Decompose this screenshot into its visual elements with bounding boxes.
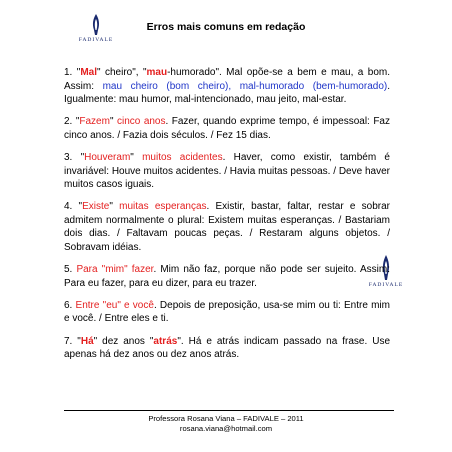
item-text: 5. xyxy=(64,264,77,276)
errors-list xyxy=(64,66,390,370)
list-item xyxy=(64,263,390,290)
item-text: " xyxy=(109,116,117,128)
item-text: 4. " xyxy=(64,201,83,213)
item-text: " cheiro", " xyxy=(97,67,147,78)
highlighted-text: Houveram xyxy=(84,151,131,163)
item-text: 3. " xyxy=(64,151,85,163)
highlighted-text: Há xyxy=(80,335,94,347)
footer-email: rosana.viana@hotmail.com xyxy=(179,423,273,433)
highlighted-text: atrás xyxy=(153,335,178,347)
highlighted-text: Para "mim" fazer xyxy=(76,264,154,276)
item-text: . Existir, bastar, faltar, restar e sobrar admitem normalmente o plural: Existem muitas esperanças. / Bastariam dois dias. / Faltavam poucas peças. / Restaram alguns objetos. / Sobravam idéias. xyxy=(64,201,391,254)
highlighted-text: cinco anos xyxy=(116,116,166,128)
item-text: 1. xyxy=(64,67,77,78)
highlighted-text: muitos acidentes xyxy=(142,151,223,163)
item-text: 7. " xyxy=(64,335,81,347)
item-text: . Mim não faz, porque não pode ser sujeito. Assim: Para eu fazer, para eu dizer, para eu trazer. xyxy=(64,264,391,289)
highlighted-text: Mal xyxy=(80,67,97,78)
item-text: . Depois de preposição, usa-se mim ou ti: Entre mim e você. / Entre eles e ti. xyxy=(64,299,390,325)
highlighted-text: muitas esperanças xyxy=(119,201,207,213)
highlighted-text: Existe xyxy=(82,201,110,213)
list-item xyxy=(64,335,390,362)
list-item xyxy=(64,66,390,107)
item-text: ". Há e atrás indicam passado na frase. Use apenas há dez anos ou dez anos atrás. xyxy=(64,335,390,361)
page-title: Erros mais comuns em redação xyxy=(146,21,306,33)
list-item xyxy=(64,200,390,254)
item-text: . Igualmente: mau humor, mal-intencionado, mau jeito, mal-estar. xyxy=(64,80,390,106)
logo-text: FADIVALE xyxy=(78,37,114,43)
item-text: 2. " xyxy=(64,116,80,128)
footer xyxy=(0,414,452,433)
item-text: . Haver, como existir, também é invariável: Houve muitos acidentes. / Havia muitas pessoas. / Deve haver muitos casos iguais. xyxy=(64,151,390,191)
footer-divider xyxy=(64,410,394,411)
footer-credit: Professora Rosana Viana – FADIVALE – 2011 xyxy=(148,414,304,423)
highlighted-text: Fazem xyxy=(79,116,110,128)
item-text: " dez anos " xyxy=(93,335,154,347)
highlighted-text: mau xyxy=(146,67,168,78)
item-text: " xyxy=(109,201,120,213)
highlighted-text: Entre "eu" e você xyxy=(75,299,154,311)
list-item xyxy=(64,115,390,142)
item-text: " xyxy=(130,151,143,163)
list-item xyxy=(64,299,390,326)
item-text: " xyxy=(76,67,81,78)
logo-text: FADIVALE xyxy=(368,282,404,288)
item-text: -humorado". Mal opõe-se a bem e mau, a bom. Assim: xyxy=(64,67,390,92)
item-text: 6. xyxy=(64,299,76,311)
list-item xyxy=(64,151,390,192)
highlighted-text: mau cheiro (bom cheiro), mal-humorado (bem-humorado) xyxy=(102,80,388,92)
item-text: . Fazer, quando exprime tempo, é impessoal: Faz cinco anos. / Fazia dois séculos. / Fez 15 dias. xyxy=(64,116,390,141)
